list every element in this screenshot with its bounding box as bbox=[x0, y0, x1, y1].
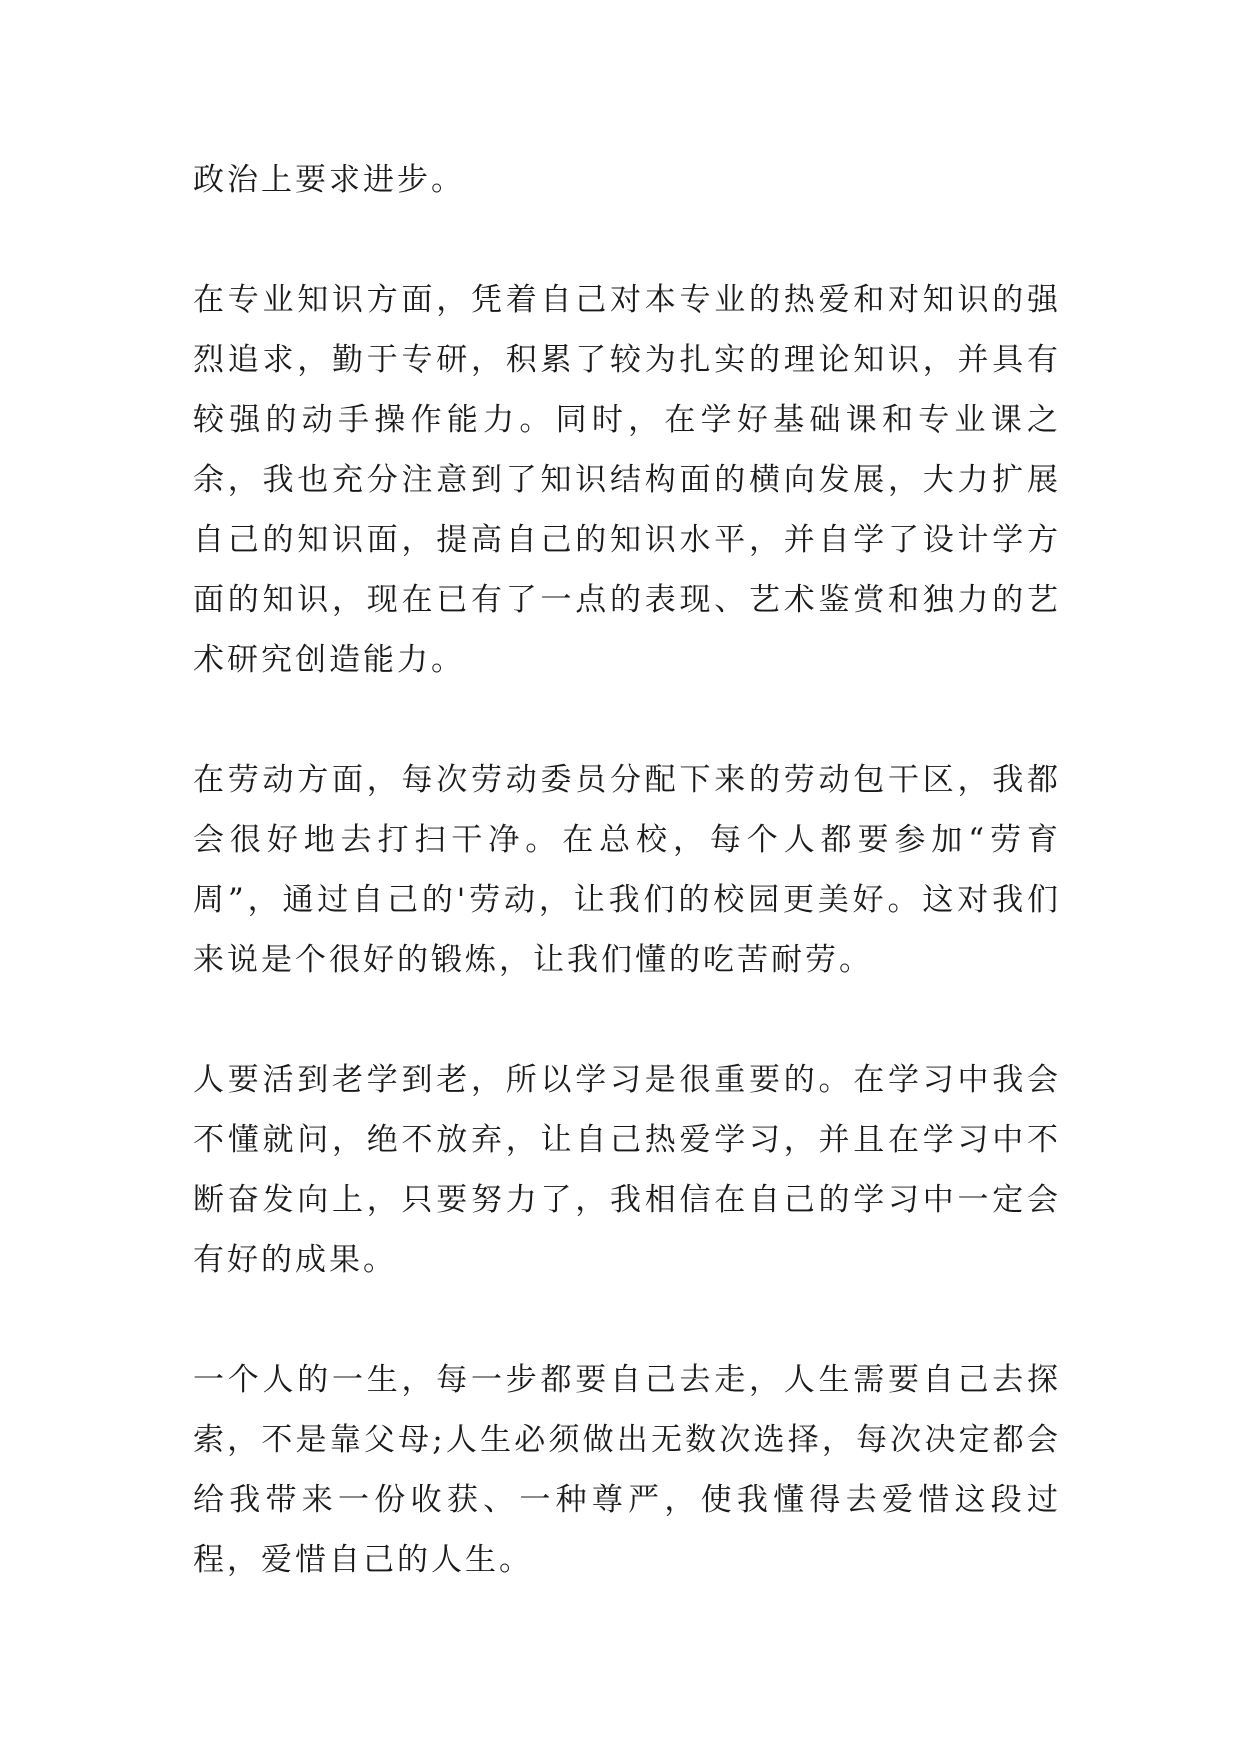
paragraph-4: 人要活到老学到老，所以学习是很重要的。在学习中我会不懂就问，绝不放弃，让自己热爱学习，并且在学习中不断奋发向上，只要努力了，我相信在自己的学习中一定会有好的成果。 bbox=[193, 1062, 1061, 1278]
document-body bbox=[193, 150, 1061, 1650]
paragraph-5: 一个人的一生，每一步都要自己去走，人生需要自己去探索，不是靠父母;人生必须做出无数次选择，每次决定都会给我带来一份收获、一种尊严，使我懂得去爱惜这段过程，爱惜自己的人生。 bbox=[193, 1362, 1061, 1578]
paragraph-1: 政治上要求进步。 bbox=[193, 162, 465, 198]
paragraph-3: 在劳动方面，每次劳动委员分配下来的劳动包干区，我都会很好地去打扫干净。在总校，每个人都要参加“劳育周”，通过自己的'劳动，让我们的校园更美好。这对我们来说是个很好的锻炼，让我们懂的吃苦耐劳。 bbox=[193, 762, 1061, 978]
paragraph-2: 在专业知识方面，凭着自己对本专业的热爱和对知识的强烈追求，勤于专研，积累了较为扎实的理论知识，并具有较强的动手操作能力。同时，在学好基础课和专业课之余，我也充分注意到了知识结构面的横向发展，大力扩展自己的知识面，提高自己的知识水平，并自学了设计学方面的知识，现在已有了一点的表现、艺术鉴赏和独力的艺术研究创造能力。 bbox=[193, 282, 1061, 678]
